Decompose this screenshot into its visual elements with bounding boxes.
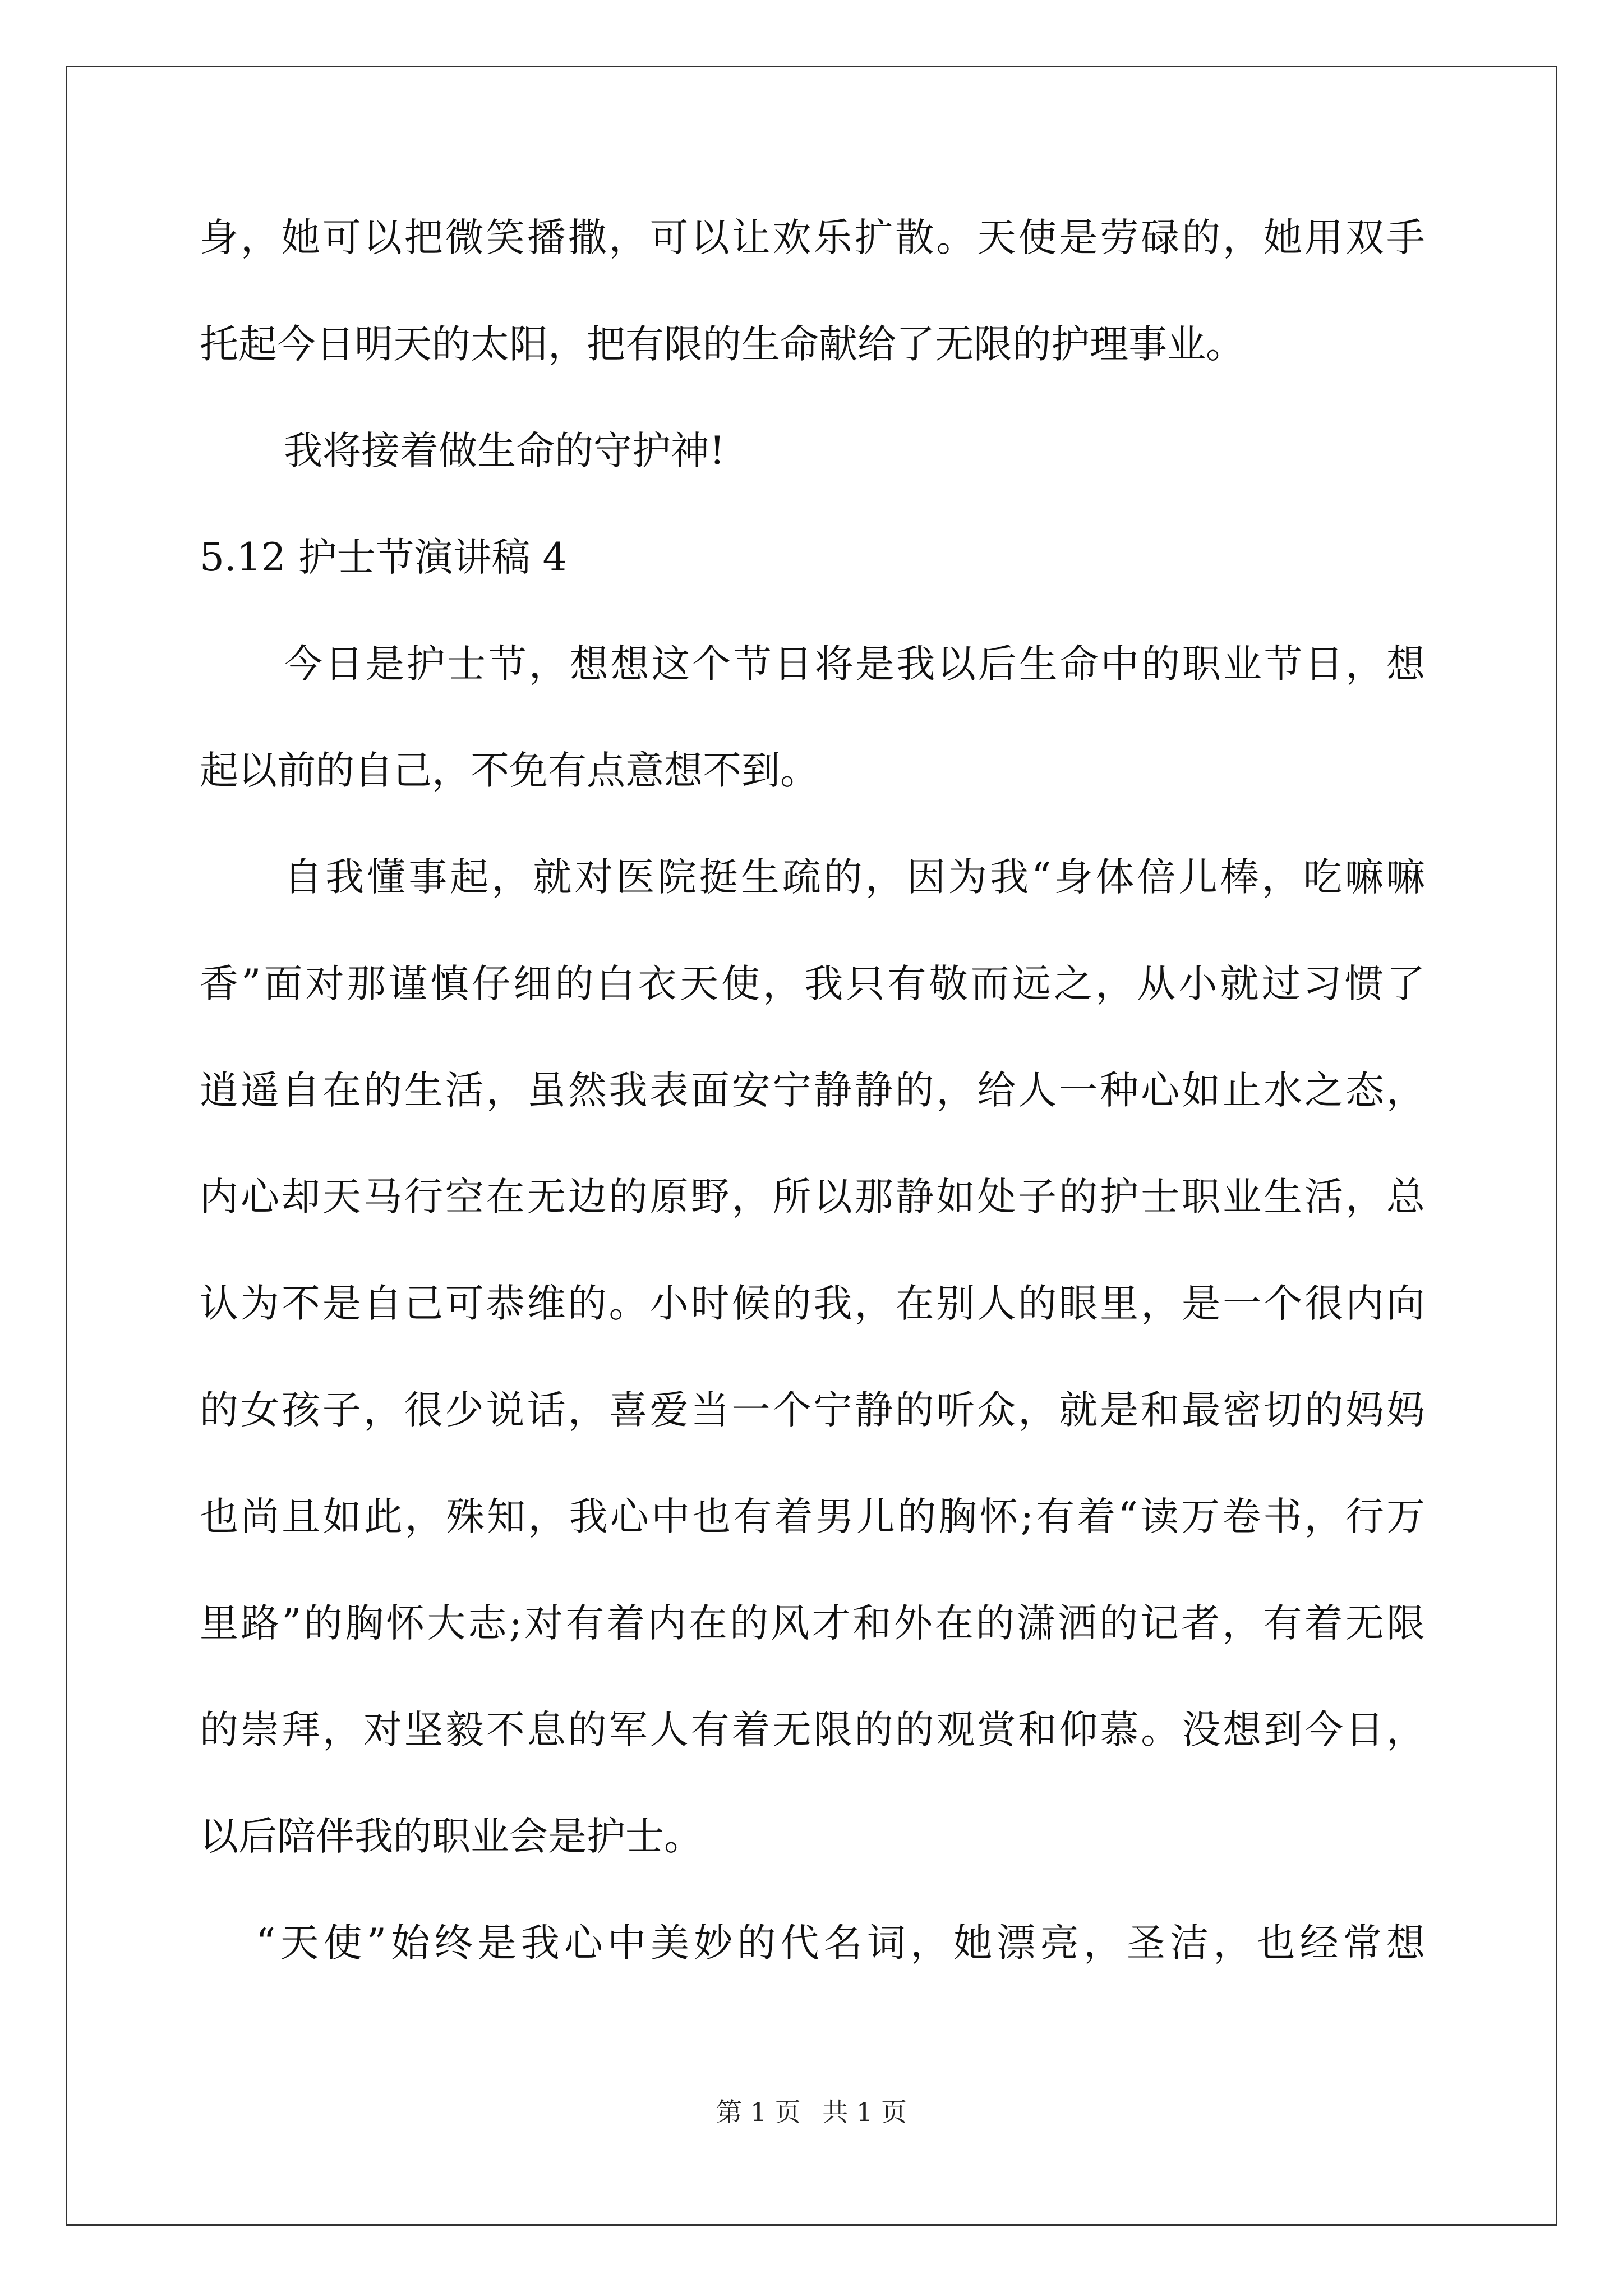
text-line: 托起今日明天的太阳，把有限的生命献给了无限的护理事业。 — [200, 322, 1244, 367]
page-footer — [0, 2098, 1623, 2126]
text-line: 的崇拜，对坚毅不息的军人有着无限的的观赏和仰慕。没想到今日， — [200, 1708, 1425, 1752]
page-border — [66, 66, 1557, 2226]
text-line: 内心却天马行空在无边的原野，所以那静如处子的护士职业生活，总 — [200, 1175, 1425, 1220]
text-line: “天使”始终是我心中美妙的代名词，她漂亮，圣洁，也经常想 — [256, 1921, 1425, 1966]
text-line: 也尚且如此，殊知，我心中也有着男儿的胸怀;有着“读万卷书，行万 — [200, 1494, 1425, 1539]
text-line: 香”面对那谨慎仔细的白衣天使，我只有敬而远之，从小就过习惯了 — [200, 961, 1425, 1006]
text-line: 身，她可以把微笑播撒，可以让欢乐扩散。天使是劳碌的，她用双手 — [200, 215, 1425, 260]
text-line: 认为不是自己可恭维的。小时候的我，在别人的眼里，是一个很内向 — [200, 1281, 1425, 1326]
text-line: 逍遥自在的生活，虽然我表面安宁静静的，给人一种心如止水之态， — [200, 1068, 1425, 1113]
text-line: 的女孩子，很少说话，喜爱当一个宁静的听众，就是和最密切的妈妈 — [200, 1388, 1425, 1433]
text-line: 以后陪伴我的职业会是护士。 — [200, 1814, 703, 1859]
page-total: 共 1 页 — [822, 2097, 907, 2127]
section-heading: 5.12 护士节演讲稿 4 — [200, 535, 568, 580]
text-line: 我将接着做生命的守护神! — [284, 429, 725, 473]
text-line: 起以前的自己，不免有点意想不到。 — [200, 748, 819, 793]
text-line: 里路”的胸怀大志;对有着内在的风才和外在的潇洒的记者，有着无限 — [200, 1601, 1425, 1646]
text-line: 自我懂事起，就对医院挺生疏的，因为我“身体倍儿棒，吃嘛嘛 — [284, 855, 1425, 900]
text-line: 今日是护士节，想想这个节日将是我以后生命中的职业节日，想 — [284, 642, 1425, 687]
page-number: 第 1 页 — [716, 2097, 801, 2127]
